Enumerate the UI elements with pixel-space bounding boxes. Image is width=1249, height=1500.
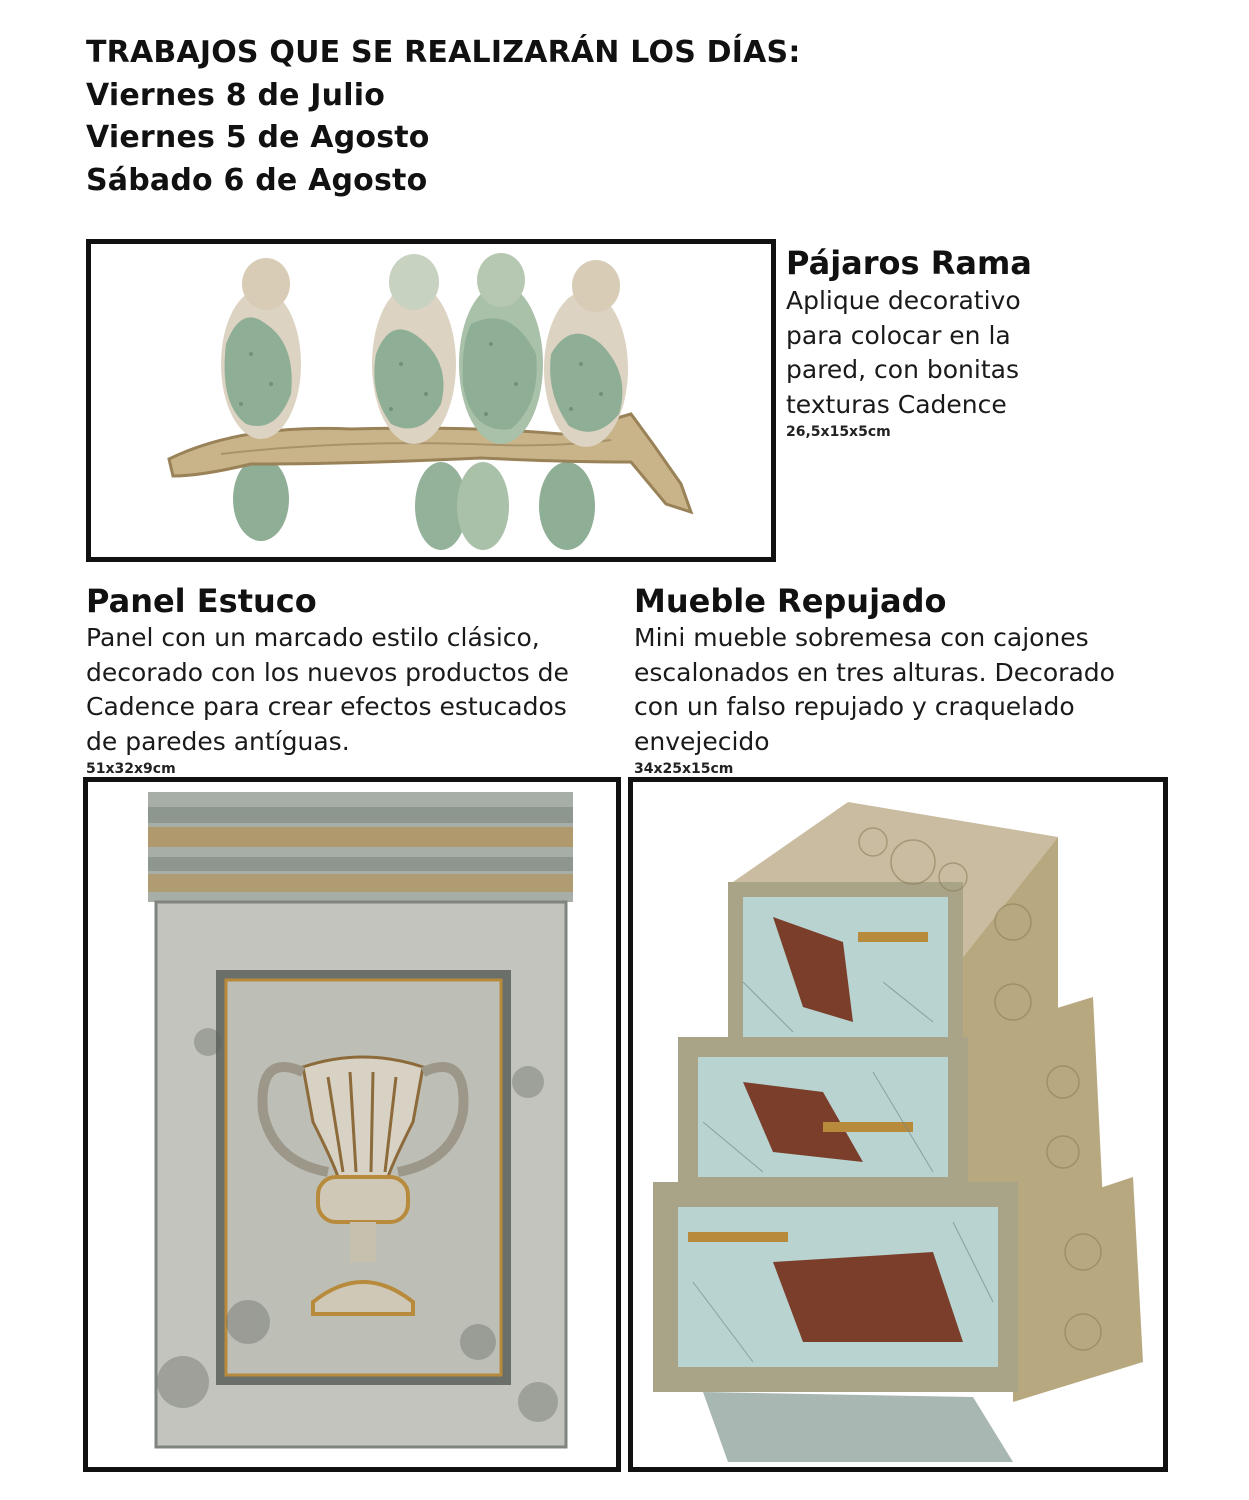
product-description-pajaros-rama: Aplique decorativo para colocar en la pared, con bonitas texturas Cadence xyxy=(786,286,1021,419)
birds-on-branch-illustration xyxy=(91,244,771,557)
product-dimensions-pajaros-rama: 26,5x15x5cm xyxy=(786,424,891,440)
mueble-repujado-image-frame xyxy=(628,777,1168,1472)
product-dimensions-panel-estuco: 51x32x9cm xyxy=(86,761,176,777)
date-line-2: Viernes 5 de Agosto xyxy=(86,120,430,155)
product-dimensions-mueble-repujado: 34x25x15cm xyxy=(634,761,734,777)
product-description-panel-estuco: Panel con un marcado estilo clásico, decorado con los nuevos productos de Cadence para crear efectos estucados de paredes antíguas. xyxy=(86,623,569,756)
panel-estuco-image-frame xyxy=(83,777,621,1472)
product-title-pajaros-rama: Pájaros Rama xyxy=(786,244,1032,282)
stepped-drawers-illustration xyxy=(633,782,1163,1467)
header-title: TRABAJOS QUE SE REALIZARÁN LOS DÍAS: xyxy=(86,35,801,70)
birds-image-frame xyxy=(86,239,776,562)
product-title-mueble-repujado: Mueble Repujado xyxy=(634,582,947,620)
date-line-3: Sábado 6 de Agosto xyxy=(86,162,428,198)
date-line-1: Viernes 8 de Julio xyxy=(86,77,386,113)
product-title-panel-estuco: Panel Estuco xyxy=(86,582,317,620)
stucco-panel-illustration xyxy=(88,782,616,1467)
product-description-mueble-repujado: Mini mueble sobremesa con cajones escalonados en tres alturas. Decorado con un falso repujado y craquelado envejecido xyxy=(634,623,1115,756)
event-dates-header xyxy=(86,32,801,202)
